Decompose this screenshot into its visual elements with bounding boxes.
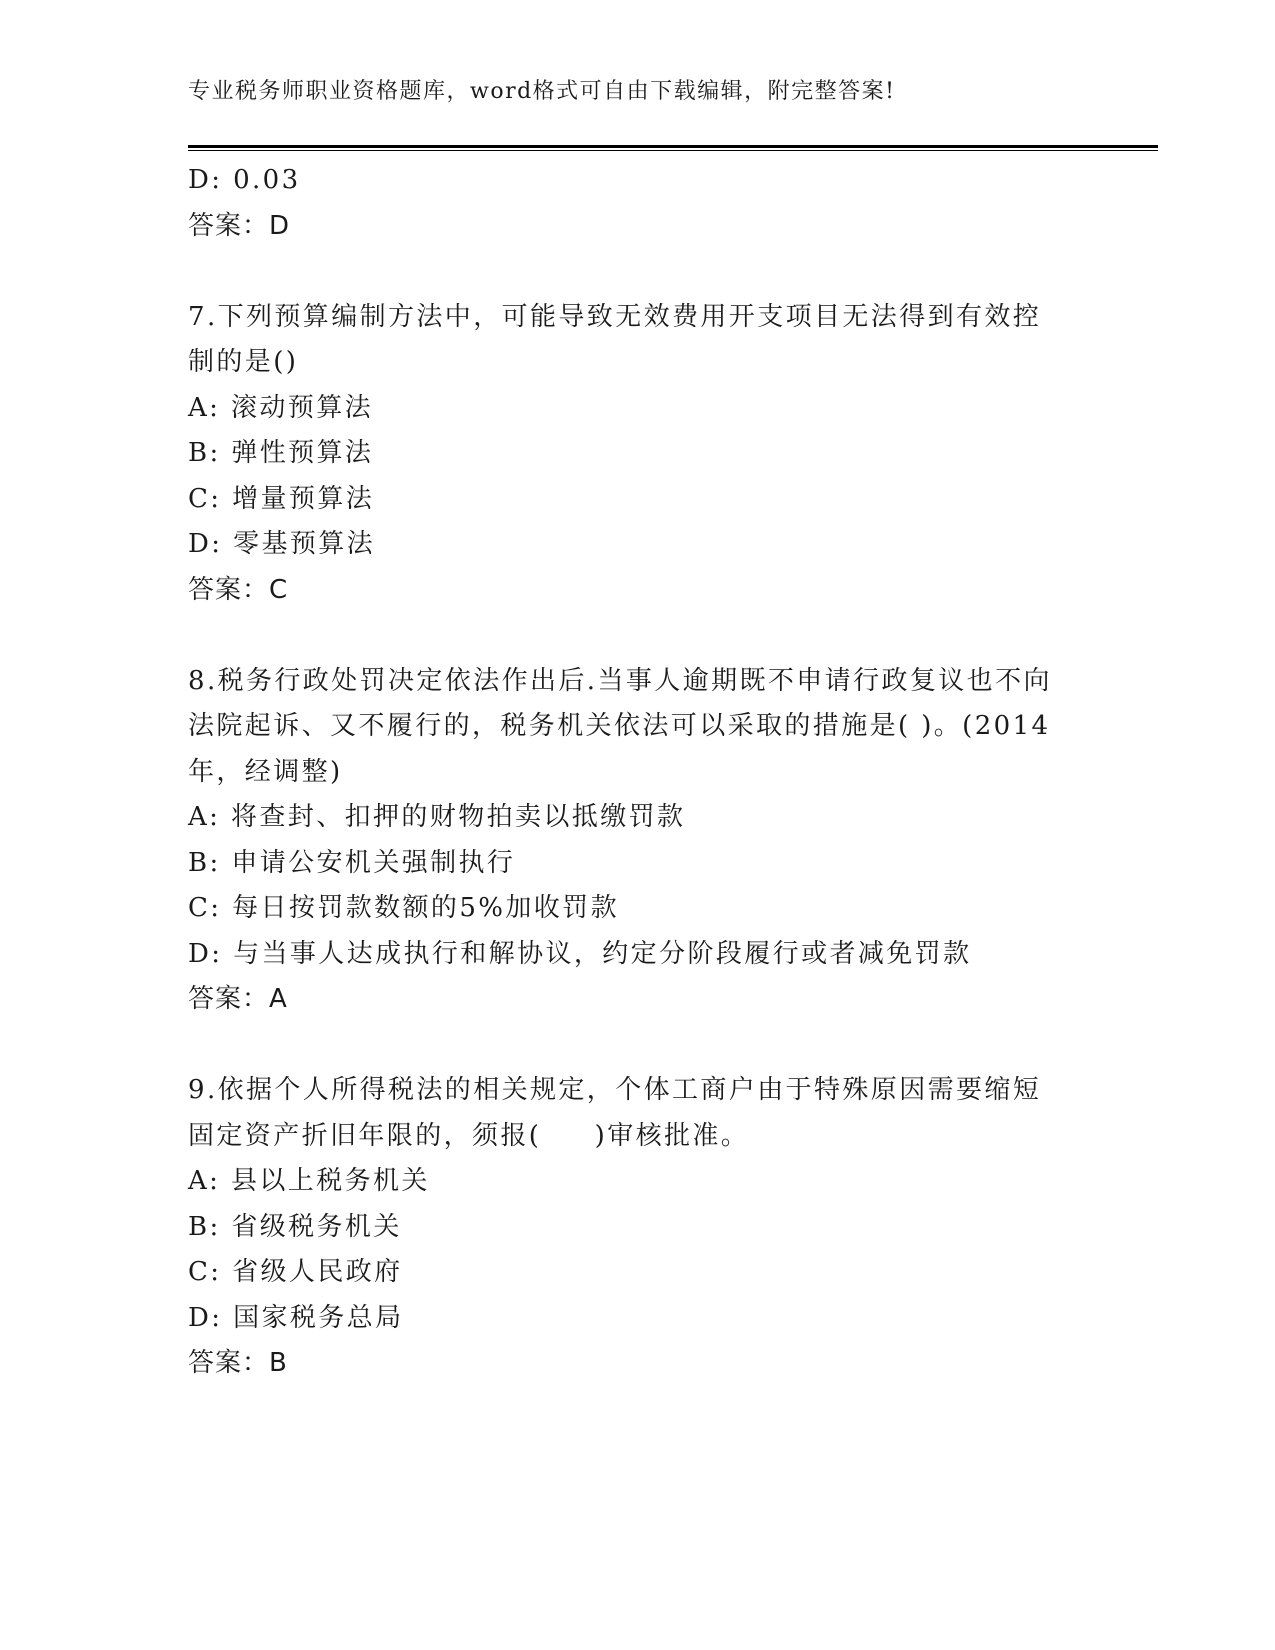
question-stem: 9.依据个人所得税法的相关规定，个体工商户由于特殊原因需要缩短固定资产折旧年限的，须报( )审核批准。 [188, 1075, 1042, 1151]
option-b: B: 申请公安机关强制执行 [188, 847, 516, 878]
answer-line: 答案：C [188, 574, 289, 605]
question-stem: 8.税务行政处罚决定依法作出后.当事人逾期既不申请行政复议也不向法院起诉、又不履行的，税务机关依法可以采取的措施是( )。(2014年，经调整) [188, 665, 1052, 787]
spacer [188, 249, 1068, 295]
prev-question-option-d: D: 0.03 [188, 165, 301, 195]
option-a: A: 将查封、扣押的财物拍卖以抵缴罚款 [188, 802, 686, 832]
answer-line: 答案：B [188, 1348, 288, 1378]
question-stem: 7.下列预算编制方法中，可能导致无效费用开支项目无法得到有效控制的是() [188, 301, 1042, 377]
question-8 [188, 659, 1068, 1023]
document-body [188, 158, 1068, 1387]
question-9 [188, 1068, 1068, 1387]
option-a: A: 滚动预算法 [188, 392, 374, 423]
option-d: D: 与当事人达成执行和解协议，约定分阶段履行或者减免罚款 [188, 938, 972, 969]
spacer [188, 1023, 1068, 1069]
header-divider [188, 145, 1158, 151]
option-d: D: 国家税务总局 [188, 1302, 404, 1333]
option-b: B: 省级税务机关 [188, 1211, 402, 1242]
spacer [188, 613, 1068, 659]
option-c: C: 每日按罚款数额的5%加收罚款 [188, 893, 619, 923]
header-divider-thin [188, 150, 1158, 151]
header-divider-thick [188, 145, 1158, 148]
option-d: D: 零基预算法 [188, 529, 376, 559]
option-c: C: 增量预算法 [188, 483, 375, 514]
option-b: B: 弹性预算法 [188, 438, 374, 468]
answer-line: 答案：A [188, 984, 288, 1014]
prev-question-answer: 答案：D [188, 210, 291, 241]
page-header: 专业税务师职业资格题库，word格式可自由下载编辑，附完整答案! [188, 79, 896, 104]
option-c: C: 省级人民政府 [188, 1257, 403, 1287]
option-a: A: 县以上税务机关 [188, 1166, 430, 1196]
question-7 [188, 295, 1068, 614]
